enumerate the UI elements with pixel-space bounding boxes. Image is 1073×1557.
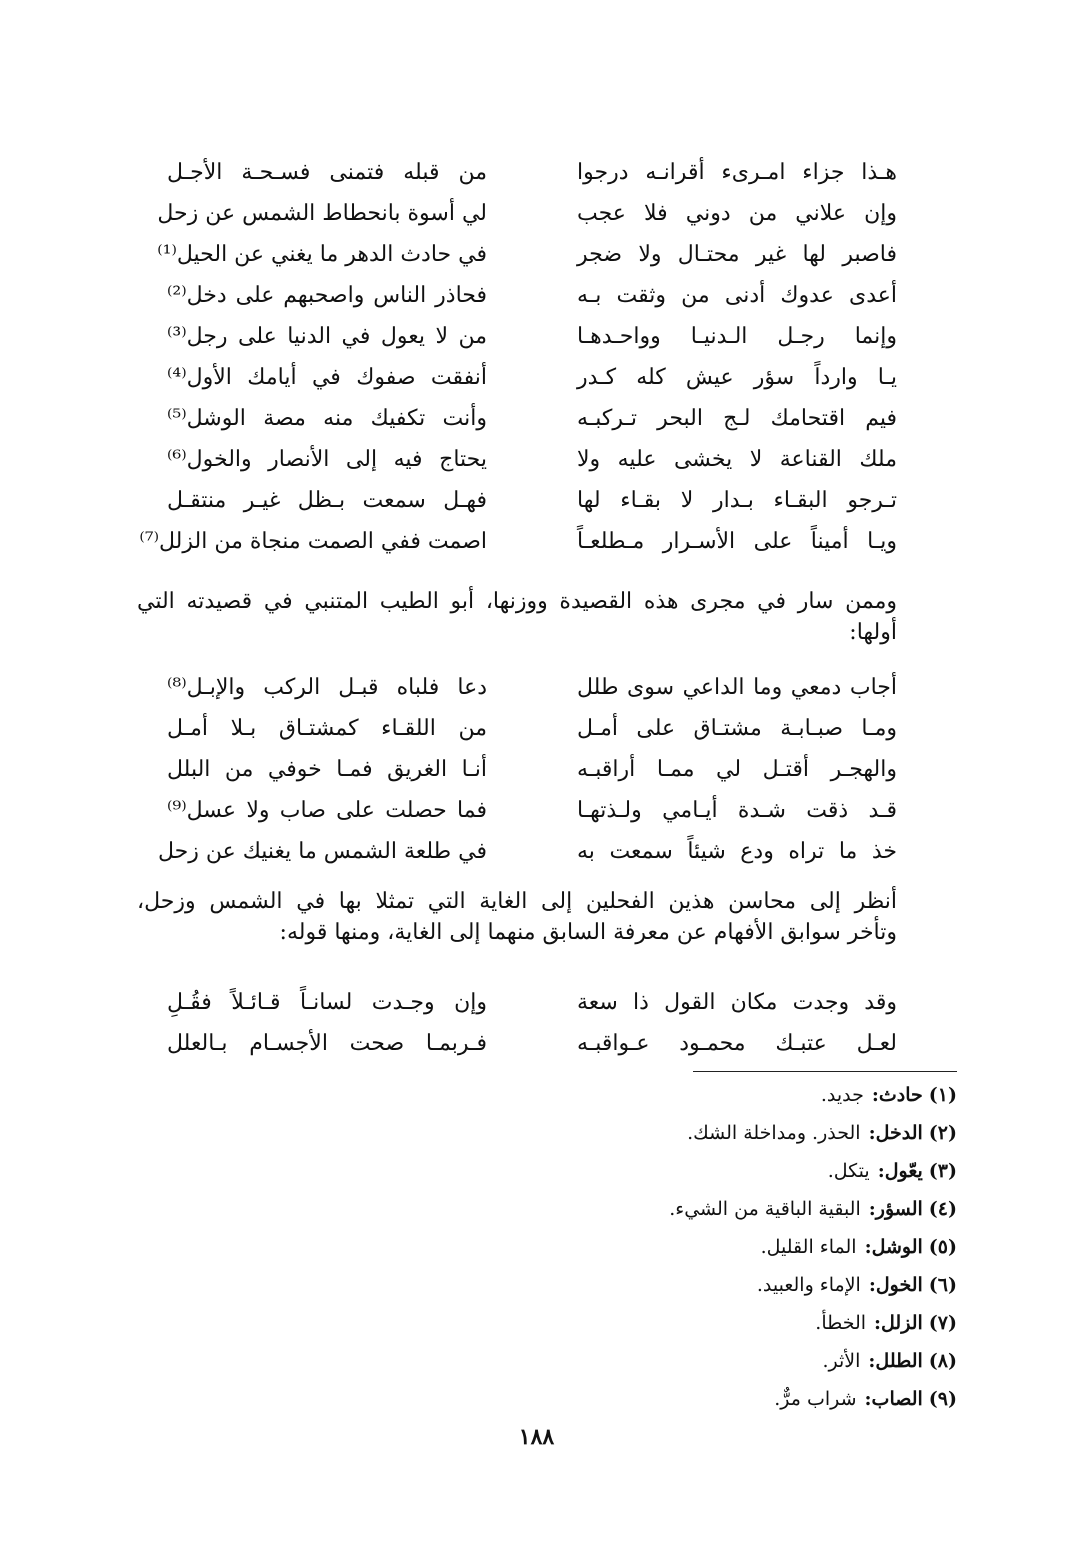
verse-first-hemistich: قـد ذقت شـدة أيـامي ولـذتهـا [577,798,897,823]
footnote-definition: الماء القليل. [760,1236,857,1258]
page-number: ١٨٨ [518,1424,555,1450]
verse-line [167,275,897,316]
verse-line [157,234,897,275]
footnote-item [257,1152,957,1190]
footnote-item [257,1076,957,1114]
verse-line [167,790,897,831]
verse-line [157,193,897,234]
verse-second-hemistich: وإن وجـدت لسانـاً قـائـلاً فقُـلِ [167,990,487,1015]
footnote-number: (٣) [928,1160,957,1182]
verse-first-hemistich: فيم اقتحامك لـج البحر تـركبـه [577,406,897,431]
footnote-number: (٩) [928,1388,957,1410]
verse-first-hemistich: ومـا صبـابـة مشتـاق على أمـل [577,716,897,741]
footnote-number: (٤) [928,1198,957,1220]
verse-line [157,831,897,872]
prose-line: أولها: [849,620,897,645]
verse-first-hemistich: هـذا جزاء امـرىء أقرانـه درجوا [577,160,897,185]
verse-first-hemistich: تـرجو البقـاء بـدار لا بقـاء لها [577,488,897,513]
verse-second-hemistich: فـربمـا صحت الأجسـام بـالعلل [167,1031,487,1056]
verse-second-hemistich: دعا فلباه قبـل الركب والإبـل⁽⁸⁾ [167,675,487,700]
poem-block-1 [139,152,897,562]
verse-second-hemistich: لي أسوة بانحطاط الشمس عن زحل [157,201,487,226]
verse-line [167,749,897,790]
verse-line [167,152,897,193]
verse-first-hemistich: فاصبر لها غير محتـال ولا ضجر [577,242,897,267]
footnote-number: (٧) [928,1312,957,1334]
verse-second-hemistich: أنـا الغريق فمـا خوفي من البلل [167,757,487,782]
verse-line [167,316,897,357]
verse-second-hemistich: من لا يعول في الدنيا على رجل⁽³⁾ [167,324,487,349]
verse-second-hemistich: في طلعة الشمس ما يغنيك عن زحل [157,839,487,864]
poem-block-3 [167,982,897,1064]
verse-line [167,708,897,749]
footnote-term: الصاب: [864,1388,923,1410]
verse-second-hemistich: فما حصلت على صاب ولا عسل⁽⁹⁾ [167,798,487,823]
footnote-definition: البقية الباقية من الشيء. [669,1198,861,1220]
verse-second-hemistich: يحتاج فيه إلى الأنصار والخول⁽⁶⁾ [167,447,487,472]
footnotes-list [257,1076,957,1418]
footnote-item [257,1114,957,1152]
verse-second-hemistich: وأنت تكفيك منه مصة الوشل⁽⁵⁾ [167,406,487,431]
verse-second-hemistich: في حادث الدهر ما يغني عن الحيل⁽¹⁾ [157,242,487,267]
verse-first-hemistich: وإنما رجـل الـدنيـا وواحـدهـا [577,324,897,349]
footnote-item [257,1228,957,1266]
footnote-definition: شراب مرٌّ. [774,1388,857,1410]
footnote-item [257,1190,957,1228]
verse-first-hemistich: ويـا أميناً على الأسـرار مـطلعـاً [577,529,897,554]
verse-line [167,439,897,480]
footnote-definition: الحذر. ومداخلة الشك. [687,1122,861,1144]
footnote-number: (٢) [928,1122,957,1144]
verse-line [167,1023,897,1064]
prose-line: وممن سار في مجرى هذه القصيدة ووزنها، أبو الطيب المتنبي في قصيدته التي [137,589,897,614]
verse-first-hemistich: ملك القناعة لا يخشى عليه ولا [577,447,897,472]
verse-line [167,357,897,398]
verse-first-hemistich: يـا وارداً سؤر عيش كله كـدر [577,365,897,390]
footnote-term: الدخل: [868,1122,923,1144]
verse-line [167,667,897,708]
verse-first-hemistich: أعدى عدوك أدنى من وثقت بـه [577,283,897,308]
prose-paragraph-1 [137,586,897,648]
footnote-number: (١) [928,1084,957,1106]
verse-first-hemistich: وإن علاني من دوني فلا عجب [577,201,897,226]
verse-second-hemistich: من قبله فتمنى فسـحـة الأجـل [167,160,487,185]
footnote-term: السؤر: [868,1198,923,1220]
footnote-definition: الإماء والعبيد. [756,1274,861,1296]
prose-paragraph-2 [137,886,897,948]
verse-second-hemistich: أنفقت صفوك في أيامك الأول⁽⁴⁾ [167,365,487,390]
footnote-item [257,1304,957,1342]
verse-second-hemistich: فهـل سمعت بـظل غيـر منتقـل [167,488,487,513]
footnote-term: الوشل: [864,1236,923,1258]
verse-second-hemistich: من اللقـاء كمشتـاق بـلا أمـل [167,716,487,741]
verse-first-hemistich: والهجـر أقتـل لي ممـا أراقبـه [577,757,897,782]
footnote-number: (٥) [928,1236,957,1258]
poem-block-2 [157,667,897,872]
verse-second-hemistich: فحاذر الناس واصحبهم على دخل⁽²⁾ [167,283,487,308]
footnote-term: يعّول: [877,1160,923,1182]
footnote-term: الخول: [868,1274,923,1296]
verse-first-hemistich: خذ ما تراه ودع شيئاً سمعت به [577,839,897,864]
footnote-definition: الأثر. [822,1350,861,1372]
footnote-item [257,1380,957,1418]
verse-first-hemistich: أجاب دمعي وما الداعي سوى طلل [577,675,897,700]
footnote-definition: الخطأ. [815,1312,867,1334]
footnote-item [257,1266,957,1304]
verse-line [139,521,897,562]
verse-line [167,982,897,1023]
prose-line: أنظر إلى محاسن هذين الفحلين إلى الغاية التي تمثلا بها في الشمس وزحل، [137,889,897,914]
prose-line: وتأخر سوابق الأفهام عن معرفة السابق منهما إلى الغاية، ومنها قوله: [279,920,897,945]
footnote-term: حادث: [871,1084,923,1106]
verse-first-hemistich: لعـل عتبـك محمـود عـواقبـه [577,1031,897,1056]
footnote-term: الزلل: [874,1312,923,1334]
footnote-definition: جديد. [820,1084,864,1106]
verse-second-hemistich: اصمت ففي الصمت منجاة من الزلل⁽⁷⁾ [139,529,487,554]
footnote-item [257,1342,957,1380]
footnote-definition: يتكل. [827,1160,870,1182]
verse-line [167,398,897,439]
footnote-number: (٦) [928,1274,957,1296]
footnote-separator-rule [693,1071,957,1072]
verse-line [167,480,897,521]
footnote-term: الطلل: [868,1350,923,1372]
verse-first-hemistich: وقد وجدت مكان القول ذا سعة [577,990,897,1015]
footnote-number: (٨) [928,1350,957,1372]
